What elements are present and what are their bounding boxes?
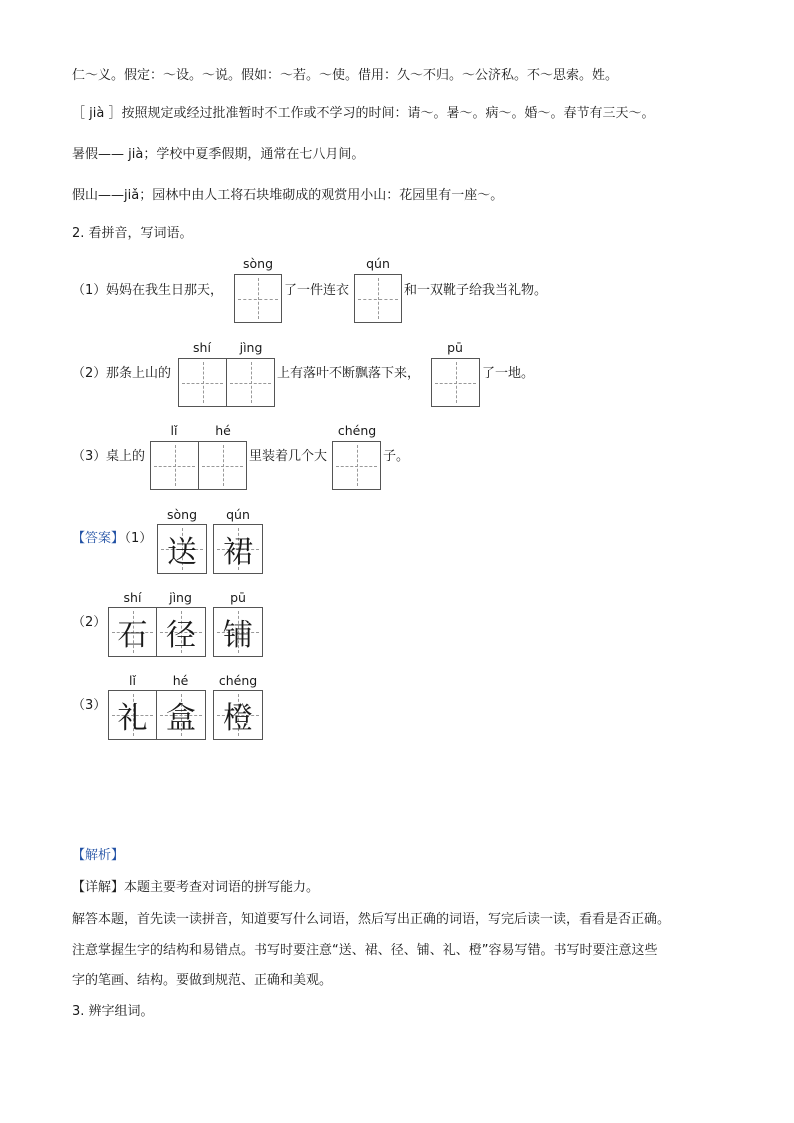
answer-3-box-3 [213, 690, 263, 740]
q3-text-3: 子。 [383, 449, 410, 464]
intro-line-4: 假山——jiǎ；园林中由人工将石块堆砌成的观赏用小山：花园里有一座～。 [72, 188, 504, 203]
q3-answer-box-3[interactable] [332, 441, 381, 490]
q2-pinyin-1: shí [193, 340, 211, 355]
q1-answer-box-1[interactable] [234, 274, 282, 323]
answer-2-char-3: 铺 [223, 618, 253, 653]
analysis-detail: 【详解】本题主要考查对词语的拼写能力。 [72, 880, 320, 895]
q2-pinyin-3: pū [447, 340, 463, 355]
q3-pinyin-3: chéng [337, 423, 377, 438]
q3-pinyin-1: lǐ [170, 423, 178, 438]
answer-1-number: （1） [118, 531, 153, 546]
q3-answer-box-2[interactable] [198, 441, 247, 490]
q3-text-1: 桌上的 [106, 449, 146, 464]
q2-answer-box-2[interactable] [226, 358, 275, 407]
answer-3-char-1: 礼 [117, 701, 148, 736]
q2-number: （2） [72, 366, 107, 381]
answer-3-number: （3） [72, 698, 107, 713]
answer-2-number: （2） [72, 615, 107, 630]
q3-text-2: 里装着几个大 [249, 449, 328, 464]
answer-1-box-2 [213, 524, 263, 574]
q1-text-3: 和一双靴子给我当礼物。 [404, 283, 548, 298]
q2-text-1: 那条上山的 [106, 366, 172, 381]
q3-answer-box-1[interactable] [150, 441, 199, 490]
q3-number: （3） [72, 449, 107, 464]
answer-2-pinyin-3: pū [230, 590, 246, 605]
q1-pinyin-1: sòng [242, 256, 274, 271]
question-2-title: 2. 看拼音，写词语。 [72, 226, 193, 241]
answer-2-box-1 [108, 607, 157, 657]
answer-2-char-2: 径 [166, 618, 196, 653]
answer-1-char-2: 裙 [223, 535, 253, 570]
answer-3-box-1 [108, 690, 157, 740]
intro-line-2: ［ jià ］按照规定或经过批准暂时不工作或不学习的时间：请～。暑～。病～。婚～。春节有三天～。 [72, 106, 655, 121]
answer-1-char-1: 送 [167, 535, 197, 570]
analysis-paragraph-2b: 字的笔画、结构。要做到规范、正确和美观。 [72, 973, 333, 988]
q1-text-2: 了一件连衣 [284, 283, 350, 298]
q2-text-2: 上有落叶不断飘落下来， [277, 366, 421, 381]
answer-2-box-2 [156, 607, 206, 657]
intro-line-1: 仁～义。假定：～设。～说。假如：～若。～使。借用：久～不归。～公济私。不～思索。姓。 [72, 68, 619, 83]
intro-line-3: 暑假—— jià；学校中夏季假期，通常在七八月间。 [72, 147, 365, 162]
answer-2-pinyin-2: jìng [169, 590, 192, 605]
answer-1-box-1 [157, 524, 207, 574]
answer-3-char-3: 橙 [223, 701, 253, 736]
answer-label: 【答案】 [72, 531, 125, 546]
q1-answer-box-2[interactable] [354, 274, 402, 323]
answer-2-box-3 [213, 607, 263, 657]
q3-pinyin-2: hé [215, 423, 231, 438]
q2-pinyin-2: jìng [239, 340, 263, 355]
q1-number: （1） [72, 283, 107, 298]
analysis-paragraph-1: 解答本题，首先读一读拼音，知道要写什么词语，然后写出正确的词语，写完后读一读，看看是否正确。 [72, 912, 671, 927]
analysis-paragraph-2a: 注意掌握生字的结构和易错点。书写时要注意“送、裙、径、铺、礼、橙”容易写错。书写时要注意这些 [72, 943, 658, 958]
q2-answer-box-3[interactable] [431, 358, 480, 407]
answer-3-char-2: 盒 [166, 701, 196, 736]
answer-1-pinyin-2: qún [226, 507, 250, 522]
answer-3-pinyin-1: lǐ [129, 673, 136, 688]
answer-3-pinyin-2: hé [172, 673, 189, 688]
answer-1-pinyin-1: sòng [166, 507, 198, 522]
q2-text-3: 了一地。 [482, 366, 535, 381]
analysis-label: 【解析】 [72, 848, 125, 863]
q2-answer-box-1[interactable] [178, 358, 227, 407]
q1-pinyin-2: qún [366, 256, 390, 271]
answer-2-char-1: 石 [117, 618, 148, 653]
question-3-title: 3. 辨字组词。 [72, 1004, 154, 1019]
answer-3-pinyin-3: chéng [218, 673, 258, 688]
answer-2-pinyin-1: shí [123, 590, 142, 605]
answer-3-box-2 [156, 690, 206, 740]
q1-text-1: 妈妈在我生日那天， [106, 283, 224, 298]
